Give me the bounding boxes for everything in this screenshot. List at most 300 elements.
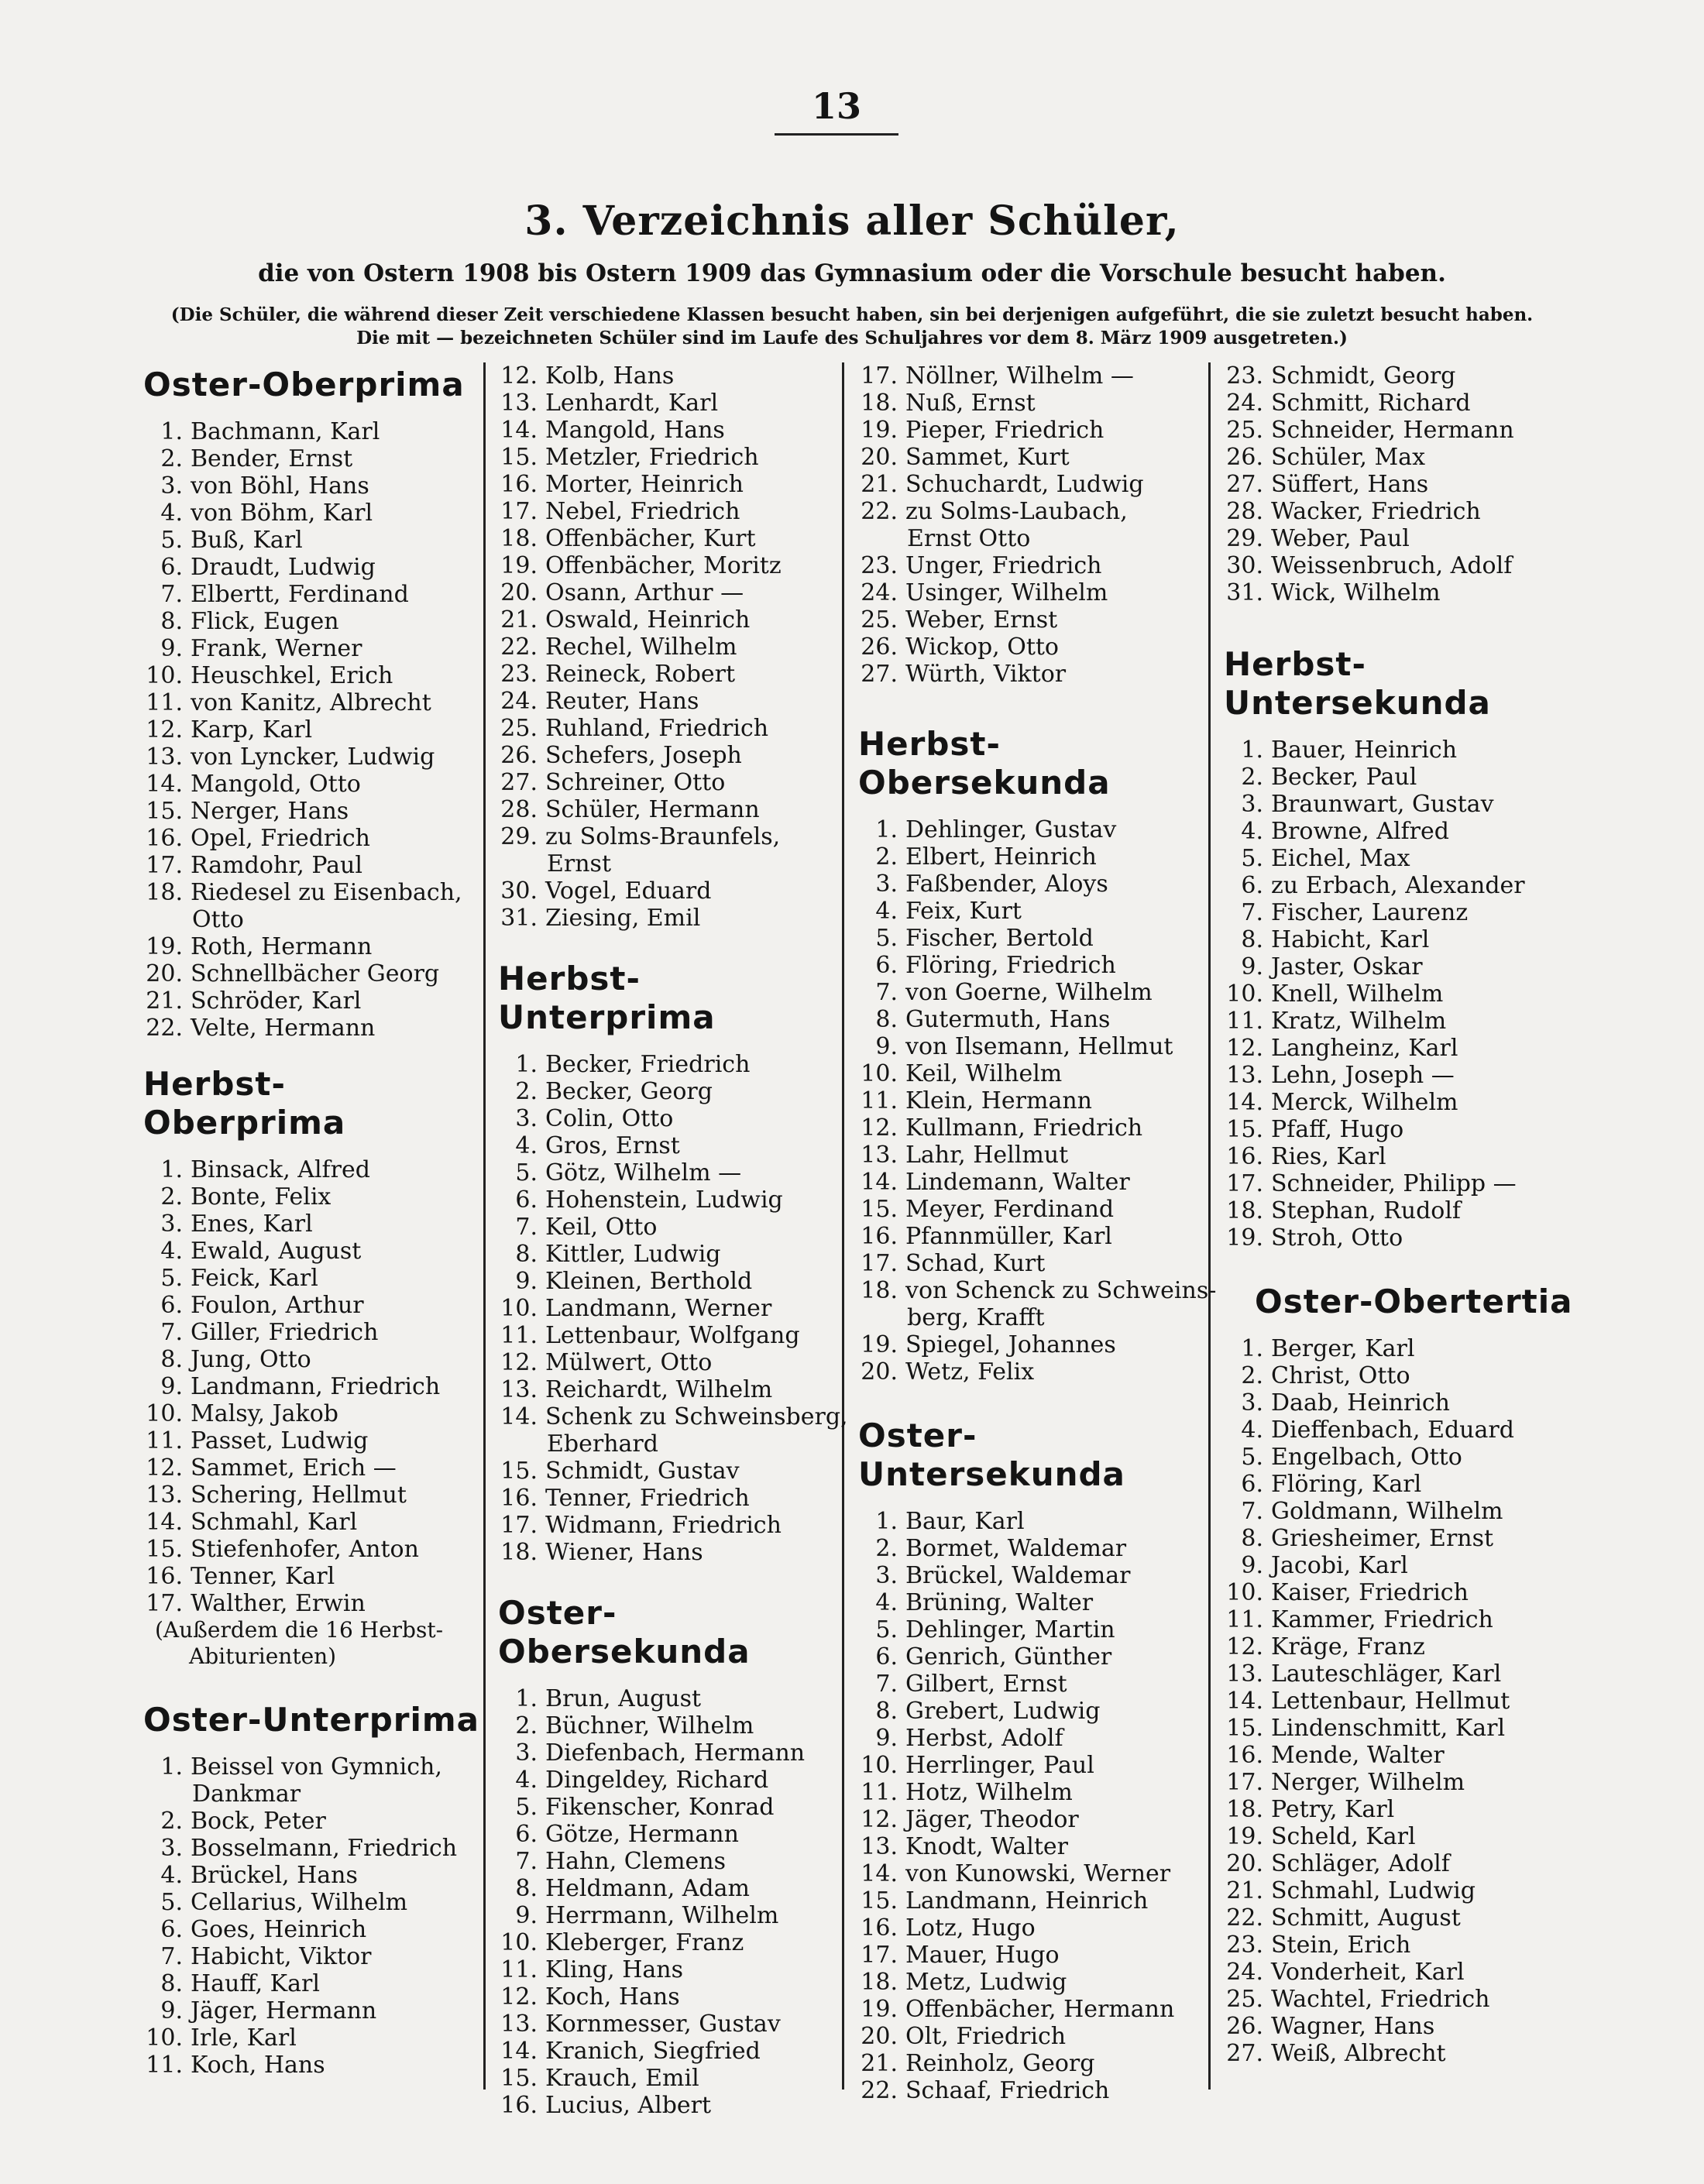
entry-number: 4. [1241,1417,1263,1444]
entry-name: Weber, Paul [1271,525,1410,552]
entry-name: Mangold, Otto [191,771,361,798]
entry-number: 28. [500,796,538,823]
entry-number: 13. [1226,1660,1263,1688]
list-item [486,877,839,905]
list-item [132,608,480,635]
entry-number: 21. [146,987,183,1015]
list-item [486,1794,839,1821]
entry-name: Gilbert, Ernst [905,1671,1067,1698]
column-2 [486,362,848,2119]
list-item [1212,1389,1576,1417]
column-divider [1208,362,1211,2090]
entry-number: 18. [500,1539,538,1566]
list-item [486,471,839,498]
entry-name: zu Solms-Laubach, [905,498,1128,525]
entry-number: 12. [861,1806,898,1833]
list-item [132,1319,480,1346]
list-item [132,635,480,662]
column-divider [483,362,486,2090]
entry-name: Jung, Otto [191,1346,311,1373]
entry-name: Christ, Otto [1271,1362,1410,1389]
entry-name: Olt, Friedrich [905,2023,1067,2050]
entry-name: Lettenbaur, Hellmut [1271,1688,1510,1715]
list-item [486,1929,839,1956]
entry-number: 14. [500,2038,538,2065]
entry-name: Buß, Karl [191,527,303,554]
entry-name: Engelbach, Otto [1271,1444,1462,1471]
entry-list [132,418,480,1042]
entry-name: Schmidt, Gustav [545,1458,740,1485]
list-item [847,606,1207,634]
entry-number: 23. [1226,1932,1263,1959]
entry-number: 10. [146,662,183,689]
entry-name: Schläger, Adolf [1271,1850,1450,1877]
entry-number: 2. [1241,764,1263,791]
entry-number: 2. [160,445,183,472]
entry-name: Fikenscher, Konrad [545,1794,775,1821]
list-item [1212,1633,1576,1660]
entry-number: 18. [1226,1197,1263,1224]
page-number: 13 [811,85,861,127]
entry-name: Büchner, Wilhelm [545,1712,754,1739]
entry-name: Schad, Kurt [905,1250,1046,1277]
entry-number: 16. [146,825,183,852]
list-item [132,1862,480,1889]
entry-name: Stroh, Otto [1271,1224,1403,1252]
entry-number: 1. [875,1508,898,1535]
entry-name: Genrich, Günther [905,1643,1112,1671]
entry-number: 3. [515,1739,538,1767]
entry-name: Schreiner, Otto [545,769,726,796]
list-item [847,471,1207,498]
entry-name: Diefenbach, Hermann [545,1739,806,1767]
list-item [847,843,1207,871]
column-1 [132,362,480,2090]
entry-number: 17. [1226,1170,1263,1197]
list-item [132,716,480,743]
entry-name: Schröder, Karl [191,987,362,1015]
entry-number: 10. [861,1060,898,1087]
list-item [486,498,839,525]
entry-number: 21. [1226,1877,1263,1904]
entry-number: 22. [861,2077,898,2104]
entry-name: Feick, Karl [191,1265,318,1292]
entry-name: Wiener, Hans [545,1539,703,1566]
list-item [847,1508,1207,1535]
list-item [132,1210,480,1238]
entry-name: Kratz, Wilhelm [1271,1008,1447,1035]
entry-name: Schmitt, Richard [1271,390,1471,417]
entry-number: 7. [160,1943,183,1970]
entry-name: Nuß, Ernst [905,390,1036,417]
list-item [1212,579,1576,606]
list-item [1212,2013,1576,2040]
list-item [1212,872,1576,899]
entry-name: Dieffenbach, Eduard [1271,1417,1514,1444]
entry-number: 5. [160,1265,183,1292]
entry-name: Sammet, Kurt [905,444,1070,471]
entry-number: 17. [500,498,538,525]
entry-name: Knodt, Walter [905,1833,1068,1860]
list-item [847,925,1207,952]
list-item [132,554,480,581]
list-item [847,1725,1207,1752]
list-item [1212,953,1576,980]
list-item [847,1833,1207,1860]
list-item [132,771,480,798]
entry-name: Grebert, Ludwig [905,1698,1101,1725]
entry-name: Unger, Friedrich [905,552,1102,579]
list-item [486,823,839,850]
entry-number: 13. [500,2011,538,2038]
entry-name: Karp, Karl [191,716,313,743]
entry-name: Schneider, Philipp — [1271,1170,1517,1197]
entry-number: 2. [515,1712,538,1739]
aside-note: (Außerdem die 16 Herbst- [155,1617,444,1643]
entry-number: 13. [146,1482,183,1509]
entry-number: 15. [1226,1715,1263,1742]
entry-number: 2. [515,1078,538,1105]
list-item [1212,1715,1576,1742]
entry-number: 4. [1241,818,1263,845]
entry-number: 29. [1226,525,1263,552]
entry-number: 27. [1226,471,1263,498]
entry-name: Bosselmann, Friedrich [191,1835,458,1862]
list-item [486,1159,839,1186]
list-item [486,1767,839,1794]
list-item [847,1060,1207,1087]
entry-number: 4. [515,1132,538,1159]
list-item [486,796,839,823]
entry-name: Riedesel zu Eisenbach, [191,879,462,906]
list-item [132,1943,480,1970]
entry-number: 1. [1241,737,1263,764]
list-item [1212,1116,1576,1143]
list-item [132,1238,480,1265]
entry-number: 14. [1226,1089,1263,1116]
entry-number: 7. [160,1319,183,1346]
list-item [132,472,480,500]
entry-name: Kullmann, Friedrich [905,1114,1143,1142]
section-title: Oster-Obersekunda [498,1594,751,1671]
list-item [847,1589,1207,1616]
entry-name: Schmidt, Georg [1271,362,1456,390]
entry-number: 9. [160,1373,183,1400]
entry-name: Herrlinger, Paul [905,1752,1094,1779]
entry-number: 18. [500,525,538,552]
list-item [847,1331,1207,1358]
entry-number: 1. [875,816,898,843]
entry-name: Lindemann, Walter [905,1169,1130,1196]
entry-name: Vonderheit, Karl [1271,1959,1465,1986]
entry-number: 23. [861,552,898,579]
entry-number: 15. [1226,1116,1263,1143]
entry-name: Lauteschläger, Karl [1271,1660,1502,1688]
list-item [847,1358,1207,1386]
list-item [132,1808,480,1835]
entry-number: 6. [160,554,183,581]
entry-name: Brüning, Walter [905,1589,1094,1616]
entry-list [847,816,1217,1386]
list-item [847,661,1207,688]
entry-name: Schenk zu Schweinsberg, [545,1403,848,1430]
entry-name: Mauer, Hugo [905,1942,1060,1969]
list-item [486,1848,839,1875]
entry-name: Kornmesser, Gustav [545,2011,781,2038]
list-item [847,2023,1207,2050]
entry-name: Schüler, Max [1271,444,1425,471]
entry-name: Dingeldey, Richard [545,1767,769,1794]
entry-name: Velte, Hermann [191,1015,376,1042]
list-item [847,1779,1207,1806]
entry-number: 7. [160,581,183,608]
entry-number: 30. [500,877,538,905]
entry-number: 2. [160,1183,183,1210]
entry-name: Ries, Karl [1271,1143,1386,1170]
entry-number: 25. [500,715,538,742]
entry-name: Mangold, Hans [545,417,725,444]
entry-number: 17. [500,1512,538,1539]
entry-name: Stephan, Rudolf [1271,1197,1462,1224]
list-item: Otto [192,906,244,933]
entry-number: 8. [160,608,183,635]
entry-name: Ramdohr, Paul [191,852,362,879]
entry-name: Ziesing, Emil [545,905,701,932]
entry-number: 13. [1226,1062,1263,1089]
entry-number: 3. [160,1835,183,1862]
list-item [132,1454,480,1482]
list-item [486,688,839,715]
entry-name: Jacobi, Karl [1271,1552,1408,1579]
entry-name: Tenner, Karl [191,1563,335,1590]
entry-name: Browne, Alfred [1271,818,1449,845]
entry-number: 13. [861,1142,898,1169]
entry-name: Brun, August [545,1685,702,1712]
entry-name: Krauch, Emil [545,2065,699,2092]
list-item [1212,2040,1576,2067]
entry-name: Koch, Hans [191,2052,325,2079]
list-item [132,960,480,987]
entry-number: 17. [861,1250,898,1277]
entry-list [847,362,1207,688]
entry-number: 3. [515,1105,538,1132]
list-item [847,952,1207,979]
column-3 [847,362,1217,2104]
entry-name: Baur, Karl [905,1508,1025,1535]
entry-name: Feix, Kurt [905,898,1022,925]
entry-number: 18. [1226,1796,1263,1823]
list-item [847,552,1207,579]
list-item [847,1535,1207,1562]
entry-name: Scheld, Karl [1271,1823,1416,1850]
entry-number: 20. [1226,1850,1263,1877]
entry-name: Wachtel, Friedrich [1271,1986,1490,2013]
entry-name: Habicht, Karl [1271,926,1430,953]
entry-list [486,1051,848,1566]
entry-number: 11. [146,1427,183,1454]
entry-number: 6. [875,952,898,979]
entry-number: 9. [1241,1552,1263,1579]
list-item [486,1051,839,1078]
entry-number: 31. [1226,579,1263,606]
entry-name: Kranich, Siegfried [545,2038,761,2065]
entry-number: 7. [875,1671,898,1698]
list-item [132,1563,480,1590]
entry-name: Rechel, Wilhelm [545,634,737,661]
entry-name: Spiegel, Johannes [905,1331,1116,1358]
list-item [132,1509,480,1536]
entry-name: Lotz, Hugo [905,1914,1036,1942]
entry-number: 11. [861,1087,898,1114]
entry-name: Schnellbächer Georg [191,960,440,987]
entry-name: Lehn, Joseph — [1271,1062,1455,1089]
list-item [486,525,839,552]
list-item [1212,1170,1576,1197]
list-item [486,1875,839,1902]
list-item [486,362,839,390]
list-item [847,1087,1207,1114]
entry-name: Reinholz, Georg [905,2050,1095,2077]
entry-number: 9. [515,1268,538,1295]
entry-number: 3. [160,1210,183,1238]
entry-number: 5. [160,527,183,554]
entry-name: Langheinz, Karl [1271,1035,1458,1062]
entry-name: Schering, Hellmut [191,1482,407,1509]
entry-name: Schefers, Joseph [545,742,742,769]
entry-name: Offenbächer, Hermann [905,1996,1175,2023]
entry-name: Wagner, Hans [1271,2013,1435,2040]
list-item [486,1458,839,1485]
entry-number: 16. [500,2092,538,2119]
entry-name: Merck, Wilhelm [1271,1089,1458,1116]
list-item [847,871,1207,898]
entry-name: Giller, Friedrich [191,1319,379,1346]
list-item [486,1376,839,1403]
list-item [132,852,480,879]
entry-number: 10. [146,1400,183,1427]
entry-number: 12. [500,1983,538,2011]
entry-number: 8. [515,1875,538,1902]
entry-name: Oswald, Heinrich [545,606,751,634]
list-item [1212,1335,1576,1362]
list-item [1212,980,1576,1008]
list-item: Dankmar [192,1781,301,1808]
entry-number: 11. [146,689,183,716]
entry-name: Osann, Arthur — [545,579,744,606]
entry-number: 2. [160,1808,183,1835]
list-item [847,1250,1207,1277]
list-item [1212,818,1576,845]
list-item [132,933,480,960]
list-item [132,1427,480,1454]
entry-number: 25. [1226,1986,1263,2013]
list-item: Ernst Otto [907,525,1031,552]
entry-number: 8. [160,1346,183,1373]
entry-name: Lettenbaur, Wolfgang [545,1322,800,1349]
entry-name: Daab, Heinrich [1271,1389,1450,1417]
entry-name: Weber, Ernst [905,606,1058,634]
entry-number: 20. [500,579,538,606]
list-item [132,1753,480,1781]
entry-number: 3. [160,472,183,500]
entry-number: 19. [146,933,183,960]
list-item [847,444,1207,471]
list-item [132,1183,480,1210]
list-item [847,1969,1207,1996]
entry-name: Metz, Ludwig [905,1969,1067,1996]
entry-number: 14. [861,1860,898,1887]
entry-number: 9. [515,1902,538,1929]
entry-name: Morter, Heinrich [545,471,744,498]
list-item [847,898,1207,925]
entry-number: 15. [500,2065,538,2092]
entry-name: Herrmann, Wilhelm [545,1902,779,1929]
list-item [1212,1850,1576,1877]
list-item [486,1132,839,1159]
entry-number: 24. [500,688,538,715]
entry-name: Enes, Karl [191,1210,313,1238]
list-item [1212,1823,1576,1850]
entry-name: Schuchardt, Ludwig [905,471,1144,498]
list-item [132,1265,480,1292]
list-item [1212,362,1576,390]
entry-name: Faßbender, Aloys [905,871,1108,898]
entry-name: Mende, Walter [1271,1742,1445,1769]
entry-name: Griesheimer, Ernst [1271,1525,1494,1552]
entry-name: Landmann, Heinrich [905,1887,1149,1914]
list-item [1212,1742,1576,1769]
list-item [1212,1769,1576,1796]
section-title: Herbst-Unterprima [498,960,716,1036]
entry-number: 26. [1226,2013,1263,2040]
entry-number: 16. [500,1485,538,1512]
entry-number: 4. [160,500,183,527]
entry-name: Schneider, Hermann [1271,417,1514,444]
entry-number: 15. [861,1887,898,1914]
entry-name: Becker, Paul [1271,764,1417,791]
entry-number: 4. [515,1767,538,1794]
section-title: Oster-Untersekunda [858,1417,1125,1493]
entry-number: 16. [500,471,538,498]
entry-number: 6. [515,1821,538,1848]
entry-name: Brückel, Hans [191,1862,358,1889]
list-item [132,1482,480,1509]
entry-number: 3. [875,871,898,898]
entry-name: Weissenbruch, Adolf [1271,552,1513,579]
entry-name: Bachmann, Karl [191,418,380,445]
entry-name: Fischer, Bertold [905,925,1094,952]
entry-name: Hahn, Clemens [545,1848,726,1875]
entry-name: Lenhardt, Karl [545,390,719,417]
entry-number: 27. [500,769,538,796]
entry-name: Reuter, Hans [545,688,699,715]
list-item [1212,390,1576,417]
entry-number: 15. [500,444,538,471]
entry-number: 2. [875,843,898,871]
list-item [132,500,480,527]
entry-name: von Kanitz, Albrecht [191,689,431,716]
entry-number: 12. [146,1454,183,1482]
list-item [1212,1552,1576,1579]
entry-number: 16. [1226,1143,1263,1170]
list-item [847,1671,1207,1698]
entry-name: Wetz, Felix [905,1358,1035,1386]
list-item [1212,1606,1576,1633]
entry-number: 11. [146,2052,183,2079]
entry-name: Kolb, Hans [545,362,675,390]
section-title: Herbst-Untersekunda [1224,645,1491,722]
entry-name: Keil, Otto [545,1214,658,1241]
